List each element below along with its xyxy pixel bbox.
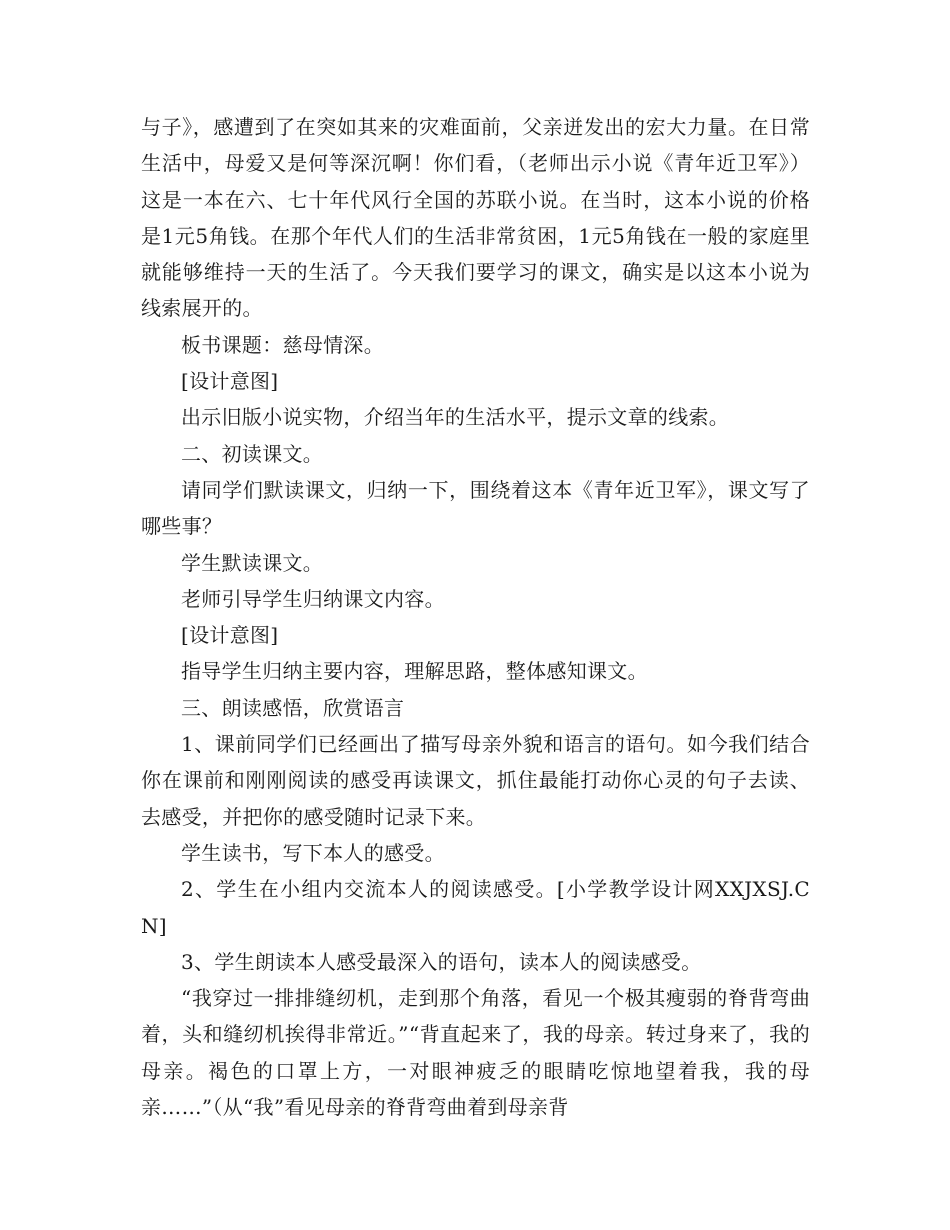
paragraph-design-intent-2: [设计意图]: [181, 623, 279, 648]
paragraph-step-1: 1、课前同学们已经画出了描写母亲外貌和语言的语句。如今我们结合你在课前和刚刚阅读的感受再读课文，抓住最能打动你心灵的句子去读、去感受，并把你的感受随时记录下来。: [141, 732, 810, 829]
paragraph-board-title: 板书课题：慈母情深。: [181, 332, 384, 357]
paragraph-reading-task: 请同学们默读课文，归纳一下，围绕着这本《青年近卫军》，课文写了哪些事？: [141, 477, 810, 539]
paragraph-design-note-2: 指导学生归纳主要内容，理解思路，整体感知课文。: [181, 659, 648, 684]
paragraph-intro: 与子》，感遭到了在突如其来的灾难面前，父亲迸发出的宏大力量。在日常生活中，母爱又是何等深沉啊！你们看，（老师出示小说《青年近卫军》）这是一本在六、七十年代风行全国的苏联小说。在当时，这本小说的价格是1元5角钱。在那个年代人们的生活非常贫困，1元5角钱在一般的家庭里就能够维持一天的生活了。今天我们要学习的课文，确实是以这本小说为线索展开的。: [141, 115, 810, 321]
paragraph-student-reading: 学生默读课文。: [181, 550, 324, 575]
document-body: [141, 109, 810, 1125]
paragraph-design-intent-1: [设计意图]: [181, 369, 279, 394]
paragraph-quote: “我穿过一排排缝纫机，走到那个角落，看见一个极其瘦弱的脊背弯曲着，头和缝纫机挨得非常近。”“背直起来了，我的母亲。转过身来了，我的母亲。褐色的口罩上方，一对眼神疲乏的眼睛吃惊地望着我，我的母亲……”（从“我”看见母亲的脊背弯曲着到母亲背: [141, 986, 810, 1120]
paragraph-step-2: 2、学生在小组内交流本人的阅读感受。[小学教学设计网XXJXSJ.CN]: [141, 877, 810, 938]
paragraph-teacher-guide: 老师引导学生归纳课文内容。: [181, 586, 445, 611]
paragraph-step-3: 3、学生朗读本人感受最深入的语句，读本人的阅读感受。: [181, 949, 702, 974]
section-heading-first-reading: 二、初读课文。: [181, 441, 324, 466]
paragraph-design-note-1: 出示旧版小说实物，介绍当年的生活水平，提示文章的线索。: [181, 405, 730, 430]
section-heading-reading-appreciation: 三、朗读感悟，欣赏语言: [181, 695, 405, 720]
paragraph-student-writing: 学生读书，写下本人的感受。: [181, 840, 445, 865]
